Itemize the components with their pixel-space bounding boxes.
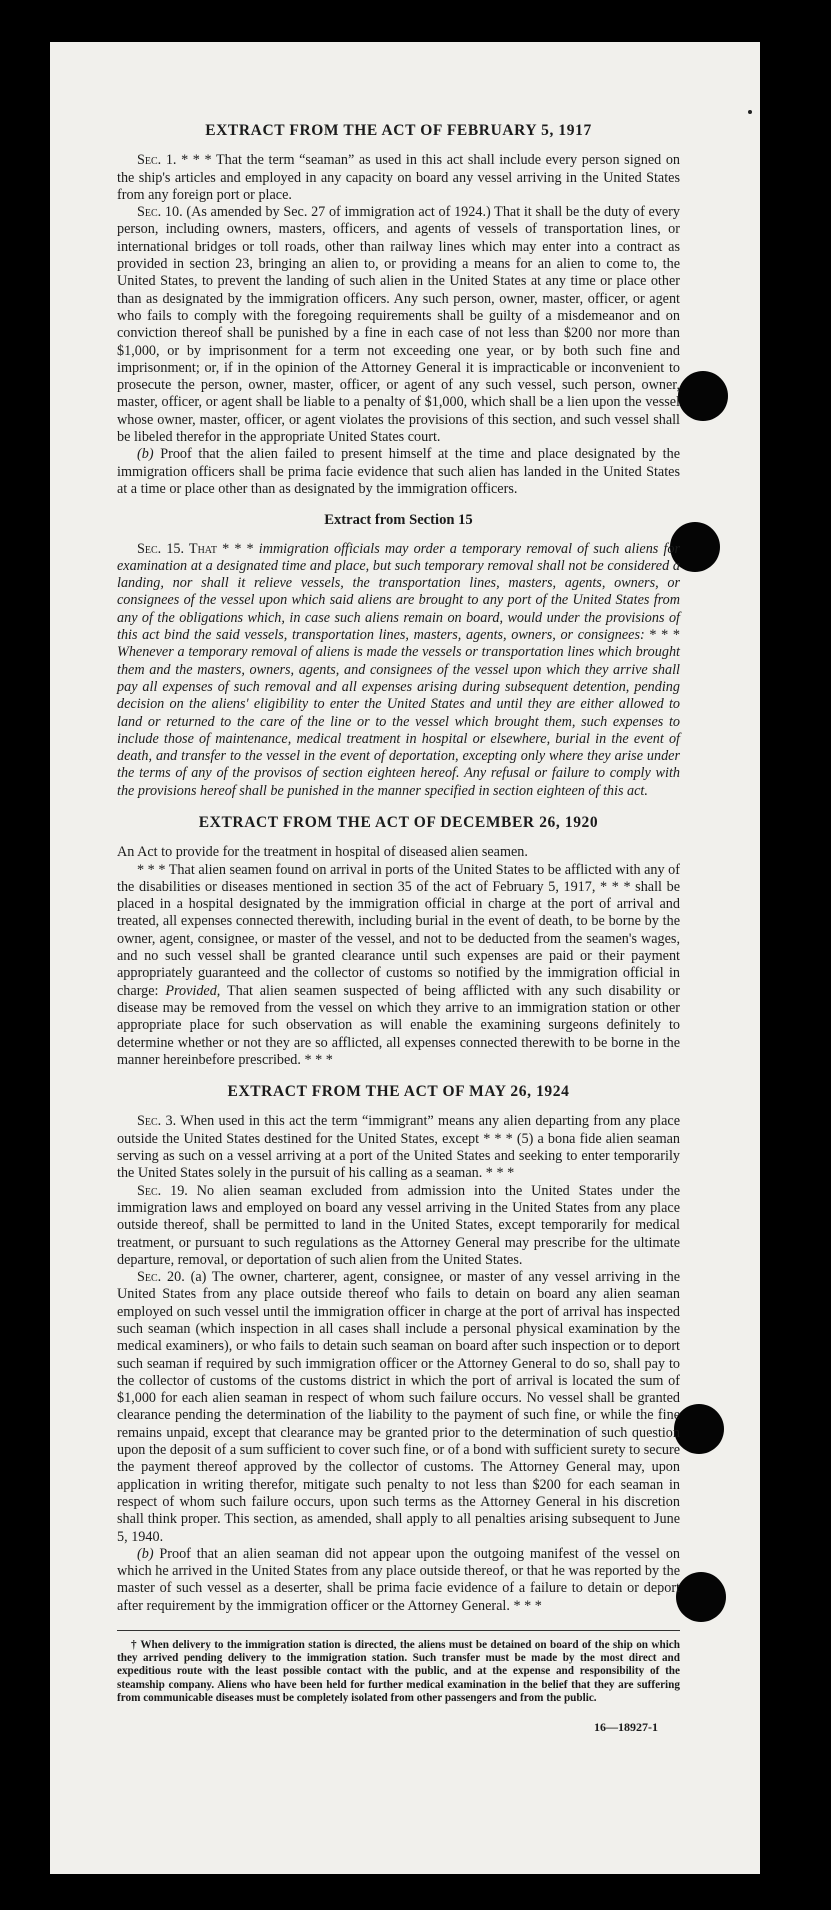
paragraph-text: Proof that the alien failed to present himself at the time and place designated by the immigration officers shall be prima facie evidence that such alien has landed in the United States at a time or place other than as designated by the immigration officers. (117, 446, 680, 497)
paragraph-text: (a) The owner, charterer, agent, consignee, or master of any vessel arriving in the United States from any place outside thereof who fails to detain on board any alien seaman employed on such vessel until the immigration officer in charge at the port of arrival has inspected such seaman (which inspection in all cases shall include a personal physical examination by the medical examiners), or who fails to detain such seaman on board after such inspection or to deport such seaman if required by such immigration officer or the Attorney General to do so, shall pay to the collector of customs of the customs district in which the port of arrival is located the sum of $1,000 for each alien seaman in respect of whom such failure occurs. No vessel shall be granted clearance pending the determination of the liability to the payment of such fine, or while the fine remains unpaid, except that clearance may be granted prior to the determination of such question upon the deposit of a sum sufficient to cover such fine, or of a bond with sufficient surety to secure the payment thereof approved by the collector of customs. The Attorney General may, upon application in writing therefor, mitigate such penalty to not less than $200 for each seaman in respect of whom such failure occurs, upon such terms as the Attorney General in his discretion shall think proper. This section, as amended, shall apply to all penalties arising subsequent to June 5, 1940. (117, 1269, 681, 1545)
punch-hole (676, 1572, 726, 1622)
ellipsis-stars: * * * (222, 540, 254, 557)
section-label: Sec. 15. That (137, 540, 218, 557)
paragraph-sec-20-b (117, 1546, 680, 1615)
heading-act-1920: EXTRACT FROM THE ACT OF DECEMBER 26, 1920 (198, 813, 599, 831)
section-label: Sec. 10. (137, 204, 183, 221)
footnote (117, 1630, 680, 1705)
paragraph-text: No alien seaman excluded from admission into the United States under the immigration laws and employed on board any vessel arriving in the United States from any place outside thereof, shall be permitted to land in the United States, except temporarily for medical treatment, or pursuant to such regulations as the Attorney General may prescribe for the ultimate departure, removal, or deportation of such alien from the United States. (117, 1182, 681, 1268)
paragraph-text: That alien seamen suspected of being afflicted with any such disability or disease may be removed from the vessel on which they arrive to an immigration station or other appropriate place for such observation as will enable the examining surgeons definitely to determine whether or not they are so afflicted, all expenses connected therewith to be borne in the manner hereinbefore prescribed. * * * (117, 982, 680, 1068)
punch-hole (678, 371, 728, 421)
paragraph-act-title: An Act to provide for the treatment in hospital of diseased alien seamen. (117, 844, 528, 861)
proviso-label: Provided, (165, 982, 221, 999)
form-number: 16—18927-1 (594, 1720, 658, 1735)
clause-label: (b) (137, 1545, 154, 1562)
ellipsis-stars: * * * (181, 152, 212, 169)
paper-speck (748, 110, 752, 114)
paragraph-text: (As amended by Sec. 27 of immigration act of 1924.) That it shall be the duty of every person, including owners, masters, officers, and agents of vessels of transportation lines, or international bridges or toll roads, other than railway lines which may enter into a contract as provided in section 23, bringing an alien to, or providing a means for an alien to come to, the United States, to prevent the landing of such alien in the United States at any time or place other than as designated by the immigration officers. Any such person, owner, master, officer, or agent who fails to comply with the foregoing requirements shall be guilty of a misdemeanor and on conviction thereof shall be punished by a fine in each case of not less than $200 nor more than $1,000, or by imprisonment for a term not exceeding one year, or by both such fine and imprisonment; or, if in the opinion of the Attorney General it is impracticable or inconvenient to prosecute the person, owner, master, officer, or agent of any such vessel, such person, owner, master, officer, or agent shall be liable to a penalty of $1,000, which shall be a lien upon the vessel whose owner, master, officer, or agent violates the provisions of this section, and such vessel shall be libeled therefor in the appropriate United States court. (117, 204, 681, 446)
paragraph-sec-10 (117, 204, 680, 446)
section-label: Sec. 1. (137, 152, 177, 169)
heading-act-1924: EXTRACT FROM THE ACT OF MAY 26, 1924 (227, 1083, 570, 1101)
footnote-text: † When delivery to the immigration station is directed, the aliens must be detained on board of the ship on which they arrived pending delivery to the immigration station. Such transfer must be made by the most direct and expeditious route with the least possible contact with the public, and at the expense and responsibility of the steamship company. Aliens who have been held for further medical examination in the belief that they are suffering from communicable diseases must be completely isolated from other passengers and from the public. (117, 1639, 680, 1704)
ellipsis-stars: * * * (649, 627, 681, 644)
document-page (50, 42, 760, 1874)
paragraph-sec-15 (117, 541, 680, 800)
paragraph-act-1920-body (117, 862, 680, 1070)
heading-section-15: Extract from Section 15 (324, 512, 473, 529)
clause-label: (b) (137, 446, 154, 463)
paragraph-text: Proof that an alien seaman did not appear upon the outgoing manifest of the vessel on which he arrived in the United States from any place outside thereof, or that he was reported by the master of such vessel as a deserter, shall be prima facie evidence of a failure to detain or deport after requirement by the immigration officer or the Attorney General. * * * (117, 1545, 681, 1614)
paragraph-sec-20 (117, 1269, 680, 1546)
paragraph-text: That alien seamen found on arrival in ports of the United States to be afflicted with any of the disabilities or diseases mentioned in section 35 of the act of February 5, 1917, * * * shall be placed in a hospital designated by the immigration official in charge at the port of arrival and treated, all expenses connected therewith, including burial in the event of death, to be borne by the owner, agent, consignee, or master of the vessel, and not to be deducted from the seamen's wages, and no such vessel shall be granted clearance until such expenses are paid or their payment appropriately guaranteed and the collector of customs so notified by the immigration official in charge: (117, 861, 680, 999)
paragraph-text: That the term “seaman” as used in this act shall include every person signed on the ship's articles and employed in any capacity on board any vessel arriving in the United States from any foreign port or place. (117, 152, 681, 203)
section-label: Sec. 3. (137, 1113, 177, 1130)
paragraph-text: Whenever a temporary removal of aliens is made the vessels or transportation lines which brought them and the masters, owners, agents, and consignees of the vessel upon which they arrive shall pay all expenses of such removal and all expenses arising during subsequent detention, pending decision on the aliens' eligibility to enter the United States and until they are either allowed to land or returned to the care of the line or to the vessel which brought them, such expenses to include those of maintenance, medical treatment in hospital or elsewhere, burial in the event of death, and transfer to the vessel in the event of deportation, excepting only where they arise under the terms of any of the provisos of section eighteen hereof. Any refusal or failure to comply with the provisions hereof shall be punished in the manner specified in section eighteen of this act. (117, 644, 680, 799)
section-label: Sec. 20. (137, 1269, 185, 1286)
paragraph-text: When used in this act the term “immigrant” means any alien departing from any place outside the United States destined for the United States, except * * * (5) a bona fide alien seaman serving as such on a vessel arriving at a port of the United States and seeking to enter temporarily the United States solely in the pursuit of his calling as a seaman. * * * (117, 1113, 680, 1182)
paragraph-sec-10-b (117, 446, 680, 498)
ellipsis-stars: * * * (137, 861, 166, 878)
section-label: Sec. 19. (137, 1182, 188, 1199)
paragraph-text: immigration officials may order a temporary removal of such aliens for examination at a designated time and place, but such temporary removal shall not be considered a landing, nor shall it relieve vessels, the transportation lines, masters, agents, owners, or consignees of the vessel upon which said aliens are brought to any port of the United States from any of the obligations which, in case such aliens remain on board, would under the provisions of this act bind the said vessels, transportation lines, masters, agents, owners, or consignees: (117, 540, 680, 644)
paragraph-sec-1 (117, 152, 680, 204)
punch-hole (674, 1404, 724, 1454)
paragraph-sec-19 (117, 1183, 680, 1269)
heading-act-1917: EXTRACT FROM THE ACT OF FEBRUARY 5, 1917 (205, 122, 592, 139)
document-body (117, 122, 680, 1736)
paragraph-sec-3 (117, 1113, 680, 1182)
